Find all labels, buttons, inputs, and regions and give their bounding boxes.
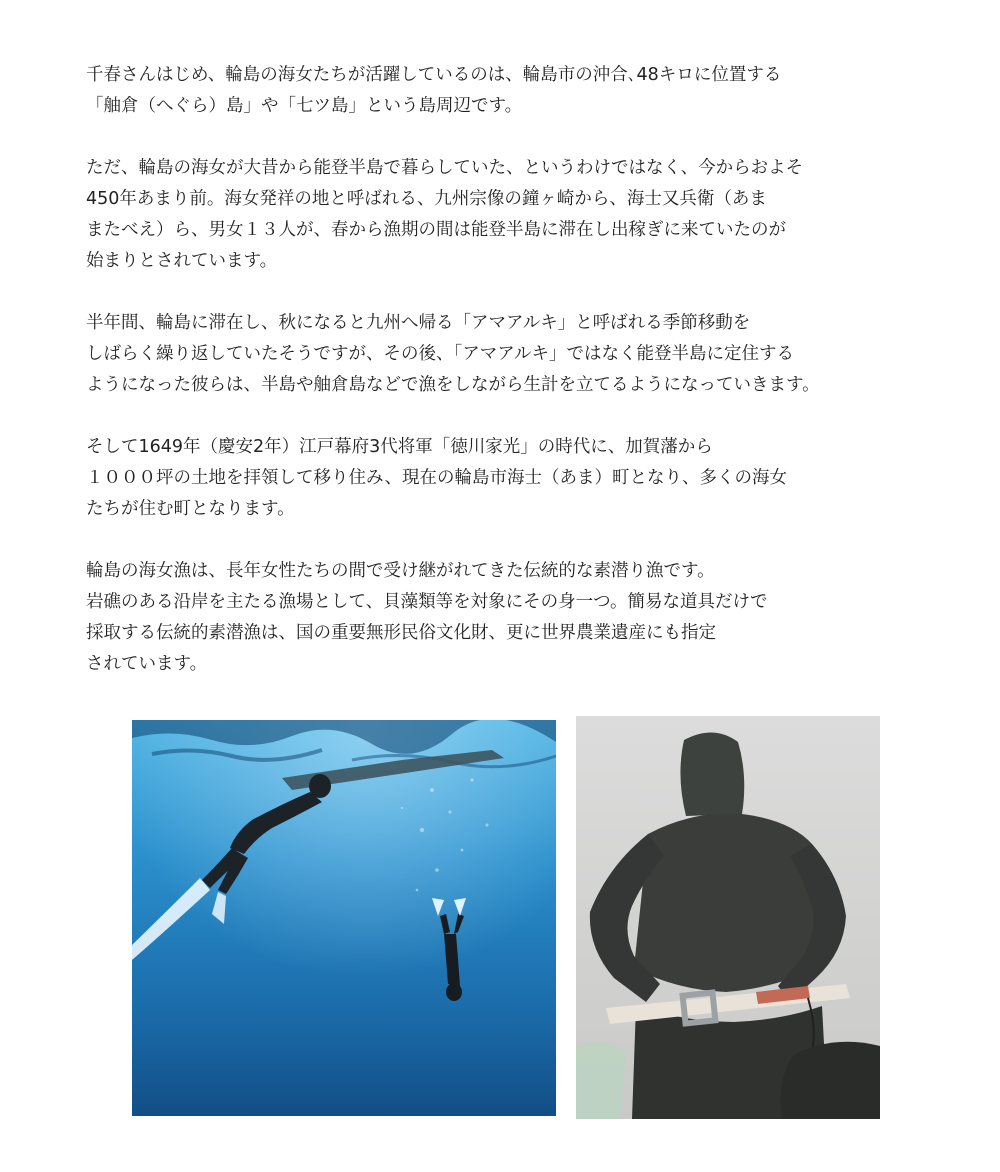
text-line: 450年あまり前。海女発祥の地と呼ばれる、九州宗像の鐘ヶ崎から、海士又兵衛（あま — [86, 189, 767, 209]
text-line: 採取する伝統的素潜漁は、国の重要無形民俗文化財、更に世界農業遺産にも指定 — [86, 623, 716, 643]
paragraph-5 — [86, 556, 966, 680]
text-line: されています。 — [86, 654, 208, 674]
text-line: 千春さんはじめ、輪島の海女たちが活躍しているのは、輪島市の沖合､48キロに位置する — [86, 65, 782, 85]
text-line: 岩礁のある沿岸を主たる漁場として、貝藻類等を対象にその身一つ。簡易な道具だけで — [86, 592, 768, 612]
text-line: １０００坪の土地を拝領して移り住み、現在の輪島市海士（あま）町となり、多くの海女 — [86, 468, 788, 488]
text-line: 「舳倉（へぐら）島」や「七ツ島」という島周辺です。 — [86, 96, 523, 116]
underwater-divers-photo — [132, 720, 556, 1116]
paragraph-4 — [86, 432, 966, 525]
article-body — [86, 60, 966, 711]
text-line: 輪島の海女漁は、長年女性たちの間で受け継がれてきた伝統的な素潜り漁です。 — [86, 561, 715, 581]
paragraph-1 — [86, 60, 966, 122]
text-line: そして1649年（慶安2年）江戸幕府3代将軍「徳川家光」の時代に、加賀藩から — [86, 437, 713, 457]
ama-diver-wetsuit-photo — [576, 716, 880, 1119]
text-line: 始まりとされています。 — [86, 251, 278, 271]
text-line: ようになった彼らは、半島や舳倉島などで漁をしながら生計を立てるようになっていきます。 — [86, 375, 820, 395]
text-line: またべえ）ら、男女１３人が、春から漁期の間は能登半島に滞在し出稼ぎに来ていたのが — [86, 220, 786, 240]
text-line: たちが住む町となります。 — [86, 499, 295, 519]
text-line: ただ、輪島の海女が大昔から能登半島で暮らしていた、というわけではなく、今からおよそ — [86, 158, 804, 178]
text-line: しばらく繰り返していたそうですが、その後、「アマアルキ」ではなく能登半島に定住する — [86, 344, 795, 364]
paragraph-2 — [86, 153, 966, 277]
paragraph-3 — [86, 308, 966, 401]
text-line: 半年間、輪島に滞在し、秋になると九州へ帰る「アマアルキ」と呼ばれる季節移動を — [86, 313, 751, 333]
